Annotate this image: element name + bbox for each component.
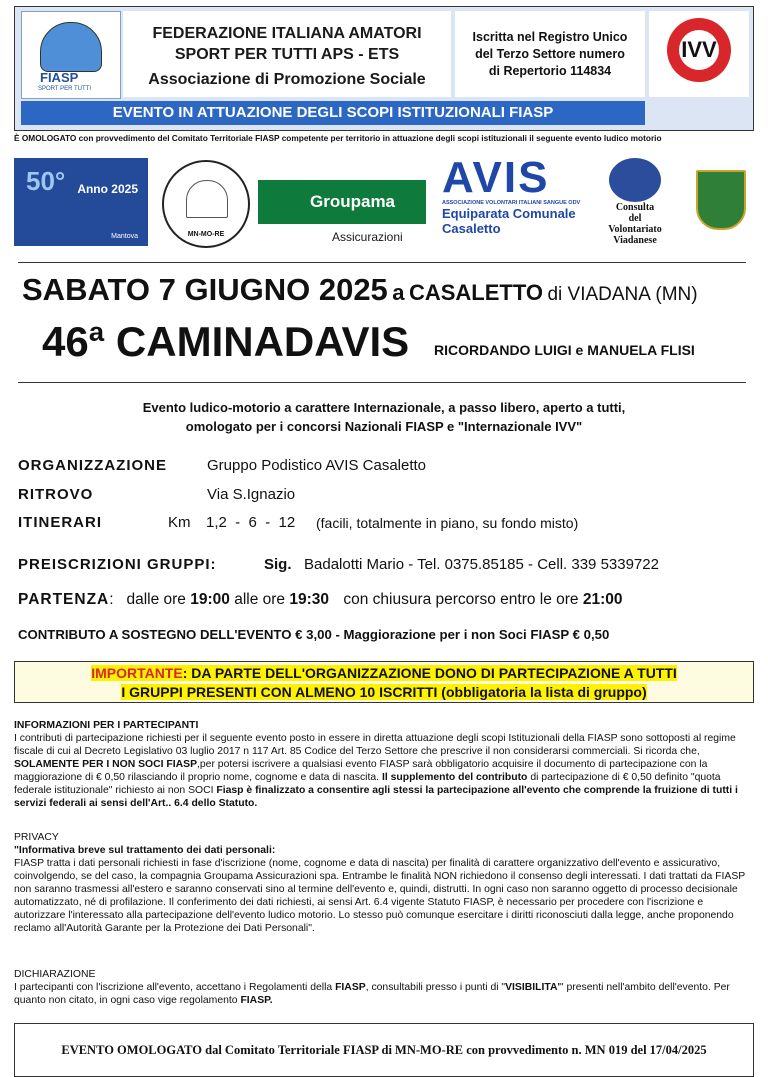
event-place: CASALETTO [408,280,543,305]
routes-row [18,514,579,531]
event-place-di: di VIADANA [547,284,651,305]
preregistration-row [18,556,659,573]
crest-shield-icon [696,170,746,230]
privacy-section [14,831,752,935]
federation-line2: SPORT PER TUTTI APS - ETS [174,46,400,63]
meeting-row [18,486,296,503]
omologation-text: È OMOLOGATO con provvedimento del Comitato Territoriale FIASP competente per territorio in attuazione degli scopi istituzionali il seguente evento ludico motorio [14,133,662,143]
declaration-fiasp2: FIASP. [240,995,273,1006]
declaration-heading: DICHIARAZIONE [14,969,96,980]
anniv-number: 50° [26,166,66,196]
consulta-emblem-icon [609,158,661,202]
privacy-heading: PRIVACY [14,832,59,843]
registry-line2: del Terzo Settore numero [475,47,625,61]
event-name-line [42,318,695,366]
start-text2: alle ore [234,591,286,608]
avis-logo [442,153,590,236]
participants-info [14,719,752,810]
start-row [18,591,623,609]
committee-seal-text: MN-MO-RE [187,231,225,238]
description-line2: omologato per i concorsi Nazionali FIASP e "Internazionale IVV" [185,419,583,434]
groupama-logo: Groupama [258,180,426,224]
ivv-logo [649,11,749,97]
start-label: PARTENZA [18,591,110,608]
committee-seal [162,160,250,248]
fiasp-logo-sub: SPORT PER TUTTI [38,86,92,92]
declaration-text-b: , consultabili presso i punti di " [365,982,506,993]
consulta-logo [600,158,670,246]
privacy-text: FIASP tratta i dati personali richiesti in fase d'iscrizione (nome, cognome e data di nascita) per finalità di carattere organizzativo dell'evento e assicurativo, coinvolgendo, se del caso, la compagnia Groupama Assicurazioni spa. Entrambe le finalità NON richiedono il consenso degli interessati. I dati trattati da FIASP non saranno trasmessi all'estero e saranno conservati sino al termine dell'evento e, quindi, distrutti. In ogni caso non saranno oggetto di processo decisionale automatizzato, né di profilazione. Il conferimento dei dati richiesti, ai sensi Art. 6.4 vigente Statuto FIASP, è necessario per procedere con l'iscrizione e autorizzare l'interessato alla partecipazione dell'evento ludico motorio. Lo stesso può comunque esercitare i diritti riconosciuti dalla legge, anche proponendo reclamo all'Autorità Garante per la Protezione dei Dati Personali". [14,858,746,934]
federation-name [123,11,451,97]
event-name: 46ª CAMINADAVIS [42,318,410,365]
info-text-1: I contributi di partecipazione richiesti per il seguente evento posto in essere in diretta attuazione degli scopi Istituzionali della FIASP sono sottoposti al regime fiscale di cui al Decreto Legislativo 03 luglio 2017 n 117 Art. 85 Codice del Terzo Settore che prescrive il non considerarsi commerciali. Si ricorda che, [14,733,736,757]
routes-note: (facili, totalmente in piano, su fondo misto) [316,515,579,531]
preregistration-value: Badalotti Mario - Tel. 0375.85185 - Cell. 339 5339722 [304,556,659,573]
organization-value: Gruppo Podistico AVIS Casaletto [207,457,427,474]
meeting-label: RITROVO [18,486,94,503]
meeting-value: Via S.Ignazio [207,486,296,503]
institutional-band: EVENTO IN ATTUAZIONE DEGLI SCOPI ISTITUZIONALI FIASP [21,101,645,125]
anniv-city: Mantova [111,233,138,240]
privacy-subheading: "Informativa breve sul trattamento dei dati personali: [14,845,276,856]
routes-value: 1,2 - 6 - 12 [206,514,296,531]
important-line1: : DA PARTE DELL'ORGANIZZAZIONE DONO DI PARTECIPAZIONE A TUTTI [182,665,677,681]
header-box [14,6,754,131]
important-label: IMPORTANTE [91,665,183,681]
declaration-fiasp: FIASP [335,982,366,993]
event-province: (MN) [655,284,698,305]
event-date: SABATO 7 GIUGNO 2025 [22,272,388,307]
important-line2: I GRUPPI PRESENTI CON ALMENO 10 ISCRITTI (obbligatoria la lista di gruppo) [121,684,647,700]
divider-bottom [18,382,746,383]
event-date-line [22,272,698,308]
preregistration-sig: Sig. [264,556,292,573]
avis-line2: Casaletto [442,221,501,236]
avis-line1: Equiparata Comunale [442,206,576,221]
routes-label: ITINERARI [18,514,102,531]
footer-omologation: EVENTO OMOLOGATO dal Comitato Territoriale FIASP di MN-MO-RE con provvedimento n. MN 019 del 17/04/2025 [14,1023,754,1077]
declaration-visibilita: VISIBILITA' [505,982,560,993]
declaration-section [14,968,752,1007]
avis-subtitle: ASSOCIAZIONE VOLONTARI ITALIANI SANGUE ODV [442,200,581,206]
routes-km: Km [168,514,191,531]
ivv-ring-icon [667,18,731,82]
organization-label: ORGANIZZAZIONE [18,457,167,474]
declaration-body [14,981,752,1007]
declaration-text-c: " presenti nell'ambito dell'evento. Per quanto non citato, in ogni caso vige regolamento [14,982,730,1006]
federation-line3: Associazione di Promozione Sociale [148,71,426,88]
important-box [14,661,754,703]
municipal-crest [688,160,750,244]
participants-info-heading: INFORMAZIONI PER I PARTECIPANTI [14,720,199,731]
description-line1: Evento ludico-motorio a carattere Internazionale, a passo libero, aperto a tutti, [142,400,626,415]
info-bold-1: SOLAMENTE PER I NON SOCI FIASP [14,759,198,770]
start-text3: con chiusura percorso entro le ore [343,591,579,608]
divider-top [18,262,746,263]
anniv-year: Anno 2025 [77,182,138,196]
info-bold-2: Il supplemento del contributo [381,772,528,783]
fiasp-logo [21,11,121,99]
start-from: 19:00 [190,591,230,608]
federation-line1: FEDERAZIONE ITALIANA AMATORI [152,25,422,42]
start-close: 21:00 [582,591,623,608]
anniversary-logo [14,158,148,246]
avis-wordmark: AVIS [442,153,550,202]
event-date-a: a [392,280,405,305]
registry-line1: Iscritta nel Registro Unico [472,30,628,44]
ivv-logo-text: IVV [679,30,719,70]
consulta-line4: Viadanese [613,235,657,246]
dome-icon [186,180,228,218]
contribution-text: CONTRIBUTO A SOSTEGNO DELL'EVENTO € 3,00 - Maggiorazione per i non Soci FIASP € 0,50 [18,627,610,642]
info-bold-3: Fiasp è finalizzato a consentire agli stessi la partecipazione all'evento che comprende la fruizione di tutti i servizi federali ai sensi dell'Art.. 6.4 dello Statuto. [14,785,738,809]
preregistration-label: PREISCRIZIONI GRUPPI: [18,556,217,573]
sponsor-logos [14,150,754,250]
registry-line3: di Repertorio 114834 [488,64,612,78]
participants-info-body [14,732,752,810]
event-dedication: RICORDANDO LUIGI e MANUELA FLISI [434,342,695,358]
foot-icon [40,22,102,72]
organization-row [18,457,427,474]
consulta-line2: del [628,213,642,224]
start-to: 19:30 [289,591,330,608]
consulta-line1: Consulta [615,202,655,213]
consulta-line3: Volontariato [608,224,662,235]
registry-info [455,11,645,97]
fiasp-logo-text: FIASP [40,70,79,85]
start-text1: : dalle ore [109,591,186,608]
groupama-sub: Assicurazioni [332,230,403,244]
declaration-text-a: I partecipanti con l'iscrizione all'evento, accettano i Regolamenti della [14,982,333,993]
info-text-2: ,per potersi iscrivere a qualsiasi evento FIASP sarà obbligatorio acquisire il documento di partecipazione con la maggiorazione di € 0,50 rilasciando il proprio nome, cognome e data di nascita. [14,759,708,783]
info-text-3: di partecipazione di € 0,50 definito "quota federale istituzionale" richiesto ai non SOCI [14,772,721,796]
